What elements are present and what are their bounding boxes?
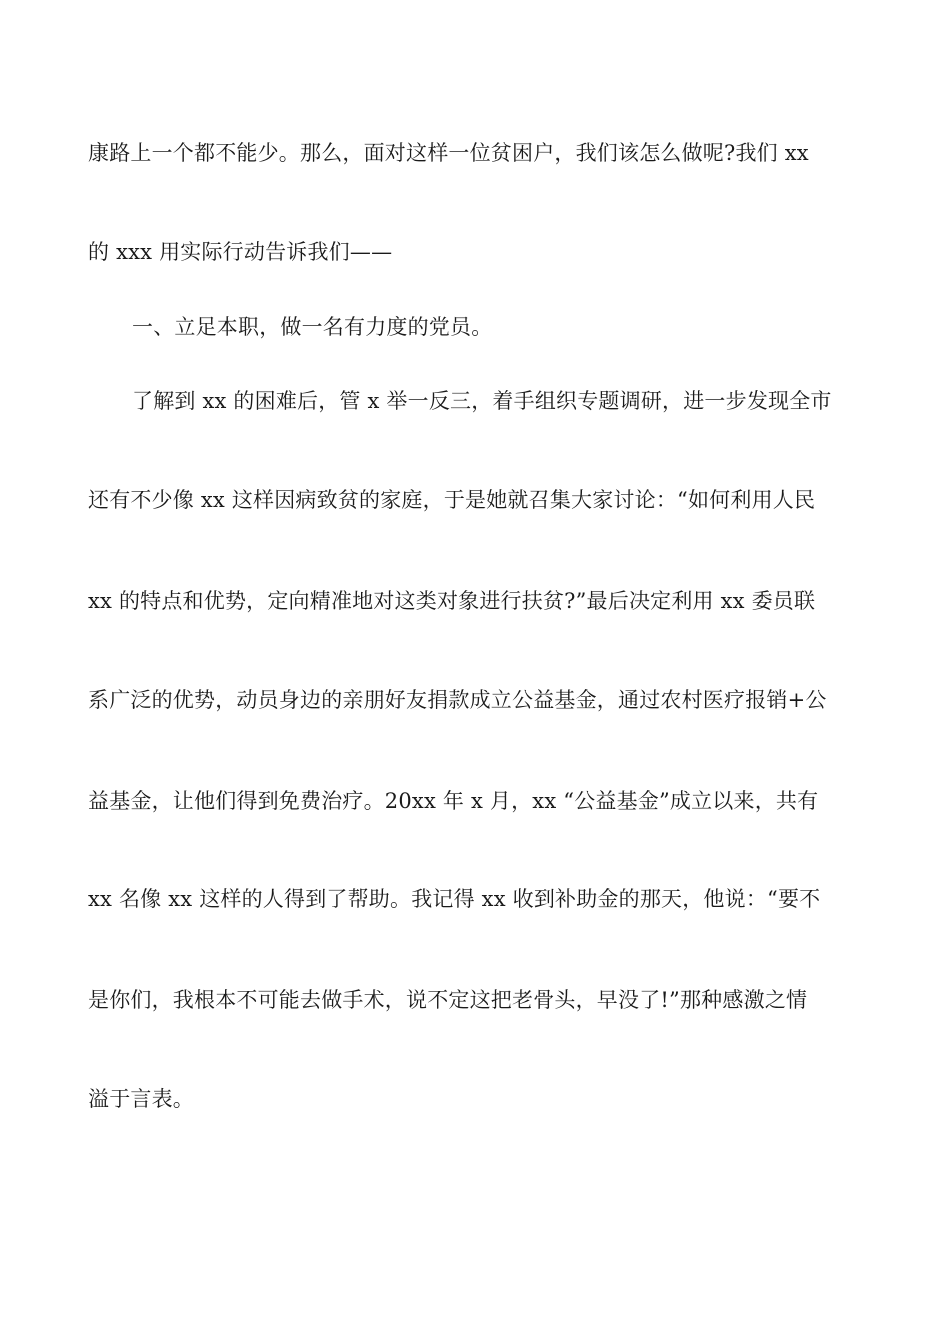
paragraph-line: 了解到 xx 的困难后，管 x 举一反三，着手组织专题调研，进一步发现全市 — [132, 389, 832, 413]
paragraph-line: 益基金，让他们得到免费治疗。20xx 年 x 月，xx “公益基金”成立以来，共有 — [88, 789, 819, 813]
paragraph-line: xx 名像 xx 这样的人得到了帮助。我记得 xx 收到补助金的那天，他说：“要不 — [88, 887, 821, 911]
paragraph-line: 溢于言表。 — [88, 1087, 194, 1111]
paragraph-line: 康路上一个都不能少。那么，面对这样一位贫困户，我们该怎么做呢?我们 xx — [88, 141, 809, 165]
paragraph-line: 是你们，我根本不可能去做手术，说不定这把老骨头，早没了!”那种感激之情 — [88, 988, 808, 1012]
paragraph-line: 的 xxx 用实际行动告诉我们—— — [88, 240, 393, 264]
paragraph-line: xx 的特点和优势，定向精准地对这类对象进行扶贫?”最后决定利用 xx 委员联 — [88, 589, 816, 613]
section-heading: 一、立足本职，做一名有力度的党员。 — [132, 315, 493, 339]
paragraph-line: 系广泛的优势，动员身边的亲朋好友捐款成立公益基金，通过农村医疗报销+公 — [88, 688, 827, 712]
paragraph-line: 还有不少像 xx 这样因病致贫的家庭，于是她就召集大家讨论：“如何利用人民 — [88, 488, 816, 512]
